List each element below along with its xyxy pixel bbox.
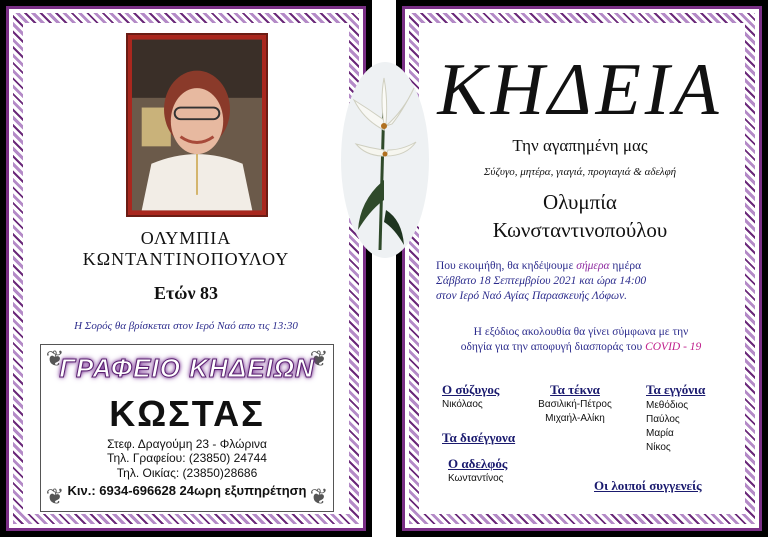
portrait-photo (126, 33, 268, 217)
announcement-paragraph (436, 260, 726, 302)
portrait-image (132, 39, 262, 211)
relations-line: Σύζυγο, μητέρα, γιαγιά, προγιαγιά & αδελφή (483, 166, 677, 178)
funeral-title: ΚΗΔΕΙΑ (437, 49, 723, 131)
ornament-icon: ❦ (309, 484, 329, 509)
child-name: Βασιλική-Πέτρος (538, 399, 612, 410)
grandchild-name: Μεθόδιος (646, 400, 689, 411)
ad-address: Στεφ. Δραγούμη 23 - Φλώρινα (107, 437, 267, 451)
funeral-home-ad (40, 344, 334, 512)
announcement-text: ημέρα (609, 260, 642, 272)
great-grandchildren-heading: Τα δισέγγονα (442, 430, 516, 445)
announcement-line-3: στον Ιερό Ναό Αγίας Παρασκευής Λόφων. (436, 290, 628, 302)
announcement-line-2: Σάββατο 18 Σεπτεμβρίου 2021 και ώρα 14:00 (436, 275, 647, 287)
ad-home-phone: Τηλ. Οικίας: (23850)28686 (116, 466, 258, 480)
covid-paragraph (436, 326, 726, 353)
child-name: Μιχαήλ-Αλίκη (545, 413, 605, 424)
spouse-name: Νικόλαος (442, 399, 483, 410)
age-text: Ετών 83 (153, 283, 218, 303)
deceased-name-upper-2: ΚΩΝΤΑΝΤΙΝΟΠΟΥΛΟΥ (82, 249, 290, 269)
grandchild-name: Νίκος (646, 442, 671, 453)
ad-mobile-phone: Κιν.: 6934-696628 24ωρη εξυπηρέτηση (67, 483, 307, 498)
deceased-name-2: Κωνσταντινοπούλου (492, 218, 668, 242)
ad-office-phone: Τηλ. Γραφείου: (23850) 24744 (107, 451, 267, 465)
ad-title: ΓΡΑΦΕΙΟ ΚΗΔΕΙΩΝ (59, 353, 315, 383)
grandchild-name: Μαρία (646, 428, 674, 439)
deceased-name-upper-1: ΟΛΥΜΠΙΑ (140, 228, 232, 248)
ornament-icon: ❦ (45, 484, 65, 509)
grandchild-name: Παύλος (646, 414, 680, 425)
grandchildren-heading: Τα εγγόνια (646, 382, 706, 397)
children-heading: Τα τέκνα (550, 382, 600, 397)
covid-text: οδηγία για την αποφυγή διασποράς του (460, 341, 646, 353)
brother-name: Κωνταντίνος (448, 473, 504, 484)
lily-flower-image (340, 60, 430, 260)
covid-line-2 (436, 341, 726, 353)
spouse-heading: Ο σύζυγος (442, 382, 500, 397)
ornament-icon: ❦ (45, 346, 65, 371)
other-relatives: Οι λοιποί συγγενείς (594, 478, 702, 493)
brother-heading: Ο αδελφός (448, 456, 508, 471)
announcement-line-1 (436, 260, 726, 272)
beloved-line: Την αγαπημένη μας (512, 136, 648, 155)
announcement-today: σήμερα (576, 260, 610, 272)
ad-brand: ΚΩΣΤΑΣ (109, 393, 265, 434)
wake-info: Η Σορός θα βρίσκεται στον Ιερό Ναό απο τις 13:30 (74, 320, 298, 332)
covid-highlight: COVID - 19 (645, 341, 702, 353)
covid-line-1: Η εξόδιος ακολουθία θα γίνει σύμφωνα με την (473, 326, 689, 338)
deceased-name-1: Ολυμπία (543, 190, 617, 214)
announcement-text: Που εκοιμήθη, θα κηδέψουμε (436, 260, 577, 272)
ornament-icon: ❦ (309, 346, 329, 371)
